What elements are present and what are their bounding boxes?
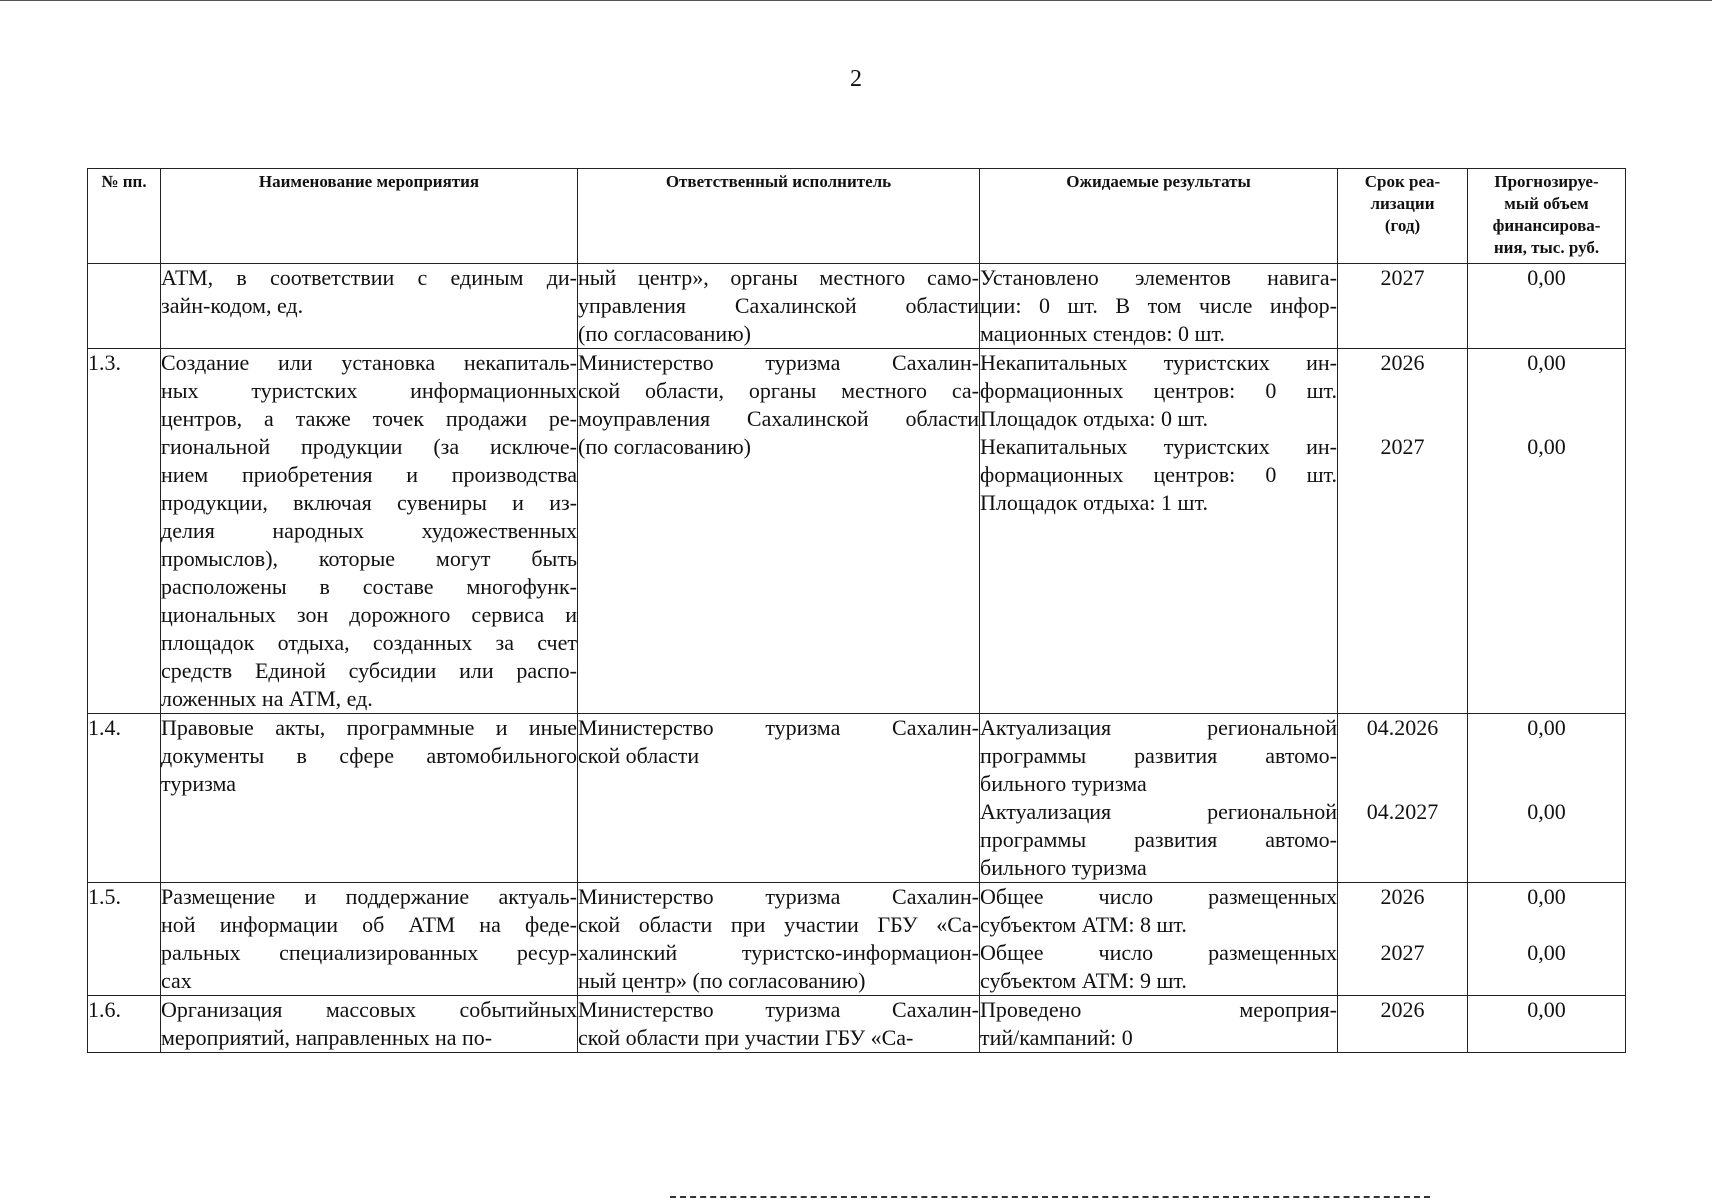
activity-name-line: ной информации об АТМ на феде- xyxy=(161,912,577,937)
table-row xyxy=(88,996,1626,1053)
term-value: 2026 xyxy=(1380,884,1425,909)
result-line: бильного туризма xyxy=(980,855,1147,880)
expected-results xyxy=(980,349,1338,714)
header-finance-line: ния, тыс. руб. xyxy=(1493,238,1600,257)
responsible-executor-line: ской области при участии ГБУ «Са- xyxy=(578,1025,914,1050)
implementation-term xyxy=(1338,714,1468,883)
activity-name xyxy=(161,883,578,996)
result-line: формационных центров: 0 шт. xyxy=(980,462,1337,487)
result-line: программы развития автомо- xyxy=(980,743,1337,768)
result-line: Общее число размещенных xyxy=(980,884,1337,909)
term-value: 2026 xyxy=(1380,350,1425,375)
row-number: 1.3. xyxy=(88,349,161,714)
activity-name-line: ных туристских информационных xyxy=(161,378,577,403)
result-line: бильного туризма xyxy=(980,771,1147,796)
table-row xyxy=(88,264,1626,349)
result-block xyxy=(980,349,1337,433)
activity-name-line: сах xyxy=(161,968,192,993)
result-line: Общее число размещенных xyxy=(980,940,1337,965)
scan-bottom-line xyxy=(670,1196,1430,1198)
finance-value: 0,00 xyxy=(1527,350,1566,375)
header-results: Ожидаемые результаты xyxy=(980,169,1338,264)
result-line: субъектом АТМ: 8 шт. xyxy=(980,912,1187,937)
planned-financing xyxy=(1468,714,1626,883)
activity-name-line: Правовые акты, программные и иные xyxy=(161,715,577,740)
activity-name-line: промыслов), которые могут быть xyxy=(161,546,577,571)
row-number xyxy=(88,264,161,349)
implementation-term xyxy=(1338,883,1468,996)
activity-name-line: гиональной продукции (за исключе- xyxy=(161,434,577,459)
planned-financing xyxy=(1468,996,1626,1053)
activity-name xyxy=(161,996,578,1053)
finance-value: 0,00 xyxy=(1527,997,1566,1022)
responsible-executor xyxy=(578,264,980,349)
responsible-executor-line: ный центр», органы местного само- xyxy=(578,265,979,290)
responsible-executor xyxy=(578,349,980,714)
activity-name-line: центров, а также точек продажи ре- xyxy=(161,406,577,431)
responsible-executor-line: (по согласованию) xyxy=(578,321,751,346)
result-block xyxy=(980,996,1337,1052)
activity-name xyxy=(161,264,578,349)
expected-results xyxy=(980,714,1338,883)
result-line: Площадок отдыха: 0 шт. xyxy=(980,406,1208,431)
header-term-line: лизации xyxy=(1370,194,1435,213)
table-header-row xyxy=(88,169,1626,264)
implementation-term xyxy=(1338,264,1468,349)
responsible-executor-line: (по согласованию) xyxy=(578,434,751,459)
responsible-executor-line: халинский туристско-информацион- xyxy=(578,940,979,965)
planned-financing xyxy=(1468,349,1626,714)
result-line: мационных стендов: 0 шт. xyxy=(980,321,1225,346)
header-num: № пп. xyxy=(88,169,161,264)
result-line: Актуализация региональной xyxy=(980,715,1337,740)
activity-name-line: делия народных художественных xyxy=(161,518,577,543)
result-line: субъектом АТМ: 9 шт. xyxy=(980,968,1187,993)
planned-financing xyxy=(1468,264,1626,349)
finance-value: 0,00 xyxy=(1527,434,1566,459)
activity-name-line: ложенных на АТМ, ед. xyxy=(161,686,373,711)
responsible-executor-line: ный центр» (по согласованию) xyxy=(578,968,866,993)
finance-value: 0,00 xyxy=(1527,884,1566,909)
result-block xyxy=(980,714,1337,798)
finance-value: 0,00 xyxy=(1527,715,1566,740)
activity-name-line: Размещение и поддержание актуаль- xyxy=(161,884,577,909)
header-executor: Ответственный исполнитель xyxy=(578,169,980,264)
finance-value: 0,00 xyxy=(1527,265,1566,290)
responsible-executor xyxy=(578,996,980,1053)
activity-name-line: Создание или установка некапиталь- xyxy=(161,350,577,375)
implementation-term xyxy=(1338,349,1468,714)
table-row xyxy=(88,883,1626,996)
result-line: Актуализация региональной xyxy=(980,799,1337,824)
activity-name-line: циональных зон дорожного сервиса и xyxy=(161,602,577,627)
planned-financing xyxy=(1468,883,1626,996)
activity-name-line: расположены в составе многофунк- xyxy=(161,574,577,599)
scan-top-edge xyxy=(0,0,1712,1)
header-finance-line: финансирова- xyxy=(1492,216,1601,235)
result-block xyxy=(980,883,1337,939)
expected-results xyxy=(980,264,1338,349)
result-line: Некапитальных туристских ин- xyxy=(980,350,1337,375)
responsible-executor-line: управления Сахалинской области xyxy=(578,293,979,318)
table-body xyxy=(88,264,1626,1053)
row-number: 1.6. xyxy=(88,996,161,1053)
header-finance-line: Прогнозируе- xyxy=(1494,172,1599,191)
result-line: формационных центров: 0 шт. xyxy=(980,378,1337,403)
activity-name-line: АТМ, в соответствии с единым ди- xyxy=(161,265,577,290)
result-block xyxy=(980,798,1337,882)
responsible-executor-line: Министерство туризма Сахалин- xyxy=(578,997,979,1022)
activity-name-line: Организация массовых событийных xyxy=(161,997,577,1022)
finance-value: 0,00 xyxy=(1527,799,1566,824)
activities-table xyxy=(87,168,1626,1053)
implementation-term xyxy=(1338,996,1468,1053)
activity-name-line: ральных специализированных ресур- xyxy=(161,940,577,965)
finance-value: 0,00 xyxy=(1527,940,1566,965)
term-value: 2027 xyxy=(1380,940,1425,965)
result-line: программы развития автомо- xyxy=(980,827,1337,852)
result-line: Площадок отдыха: 1 шт. xyxy=(980,490,1208,515)
responsible-executor-line: Министерство туризма Сахалин- xyxy=(578,884,979,909)
term-value: 2027 xyxy=(1380,434,1425,459)
responsible-executor-line: Министерство туризма Сахалин- xyxy=(578,350,979,375)
activity-name-line: площадок отдыха, созданных за счет xyxy=(161,630,577,655)
responsible-executor-line: Министерство туризма Сахалин- xyxy=(578,715,979,740)
activity-name-line: документы в сфере автомобильного xyxy=(161,743,577,768)
row-number: 1.5. xyxy=(88,883,161,996)
activity-name-line: мероприятий, направленных на по- xyxy=(161,1025,493,1050)
row-number: 1.4. xyxy=(88,714,161,883)
expected-results xyxy=(980,996,1338,1053)
result-block xyxy=(980,264,1337,348)
result-line: Проведено мероприя- xyxy=(980,997,1337,1022)
expected-results xyxy=(980,883,1338,996)
term-value: 04.2026 xyxy=(1366,715,1439,740)
page-number: 2 xyxy=(850,66,862,92)
activity-name-line: туризма xyxy=(161,771,237,796)
activity-name-line: продукции, включая сувениры и из- xyxy=(161,490,577,515)
responsible-executor xyxy=(578,714,980,883)
table-row xyxy=(88,349,1626,714)
header-term-line: (год) xyxy=(1384,216,1421,235)
result-line: Некапитальных туристских ин- xyxy=(980,434,1337,459)
term-value: 2027 xyxy=(1380,265,1425,290)
header-term-line: Срок реа- xyxy=(1364,172,1441,191)
term-value: 04.2027 xyxy=(1366,799,1439,824)
responsible-executor xyxy=(578,883,980,996)
responsible-executor-line: ской области xyxy=(578,743,700,768)
activity-name xyxy=(161,714,578,883)
result-block xyxy=(980,939,1337,995)
activity-name-line: зайн-кодом, ед. xyxy=(161,293,304,318)
activity-name xyxy=(161,349,578,714)
header-name: Наименование мероприятия xyxy=(161,169,578,264)
header-term xyxy=(1338,169,1468,264)
responsible-executor-line: ской области при участии ГБУ «Са- xyxy=(578,912,979,937)
responsible-executor-line: ской области, органы местного са- xyxy=(578,378,979,403)
term-value: 2026 xyxy=(1380,997,1425,1022)
activity-name-line: средств Единой субсидии или распо- xyxy=(161,658,577,683)
header-finance xyxy=(1468,169,1626,264)
header-finance-line: мый объем xyxy=(1504,194,1589,213)
table-row xyxy=(88,714,1626,883)
result-line: ции: 0 шт. В том числе инфор- xyxy=(980,293,1337,318)
activity-name-line: нием приобретения и производства xyxy=(161,462,577,487)
result-line: тий/кампаний: 0 xyxy=(980,1025,1133,1050)
result-line: Установлено элементов навига- xyxy=(980,265,1337,290)
result-block xyxy=(980,433,1337,517)
responsible-executor-line: моуправления Сахалинской области xyxy=(578,406,979,431)
